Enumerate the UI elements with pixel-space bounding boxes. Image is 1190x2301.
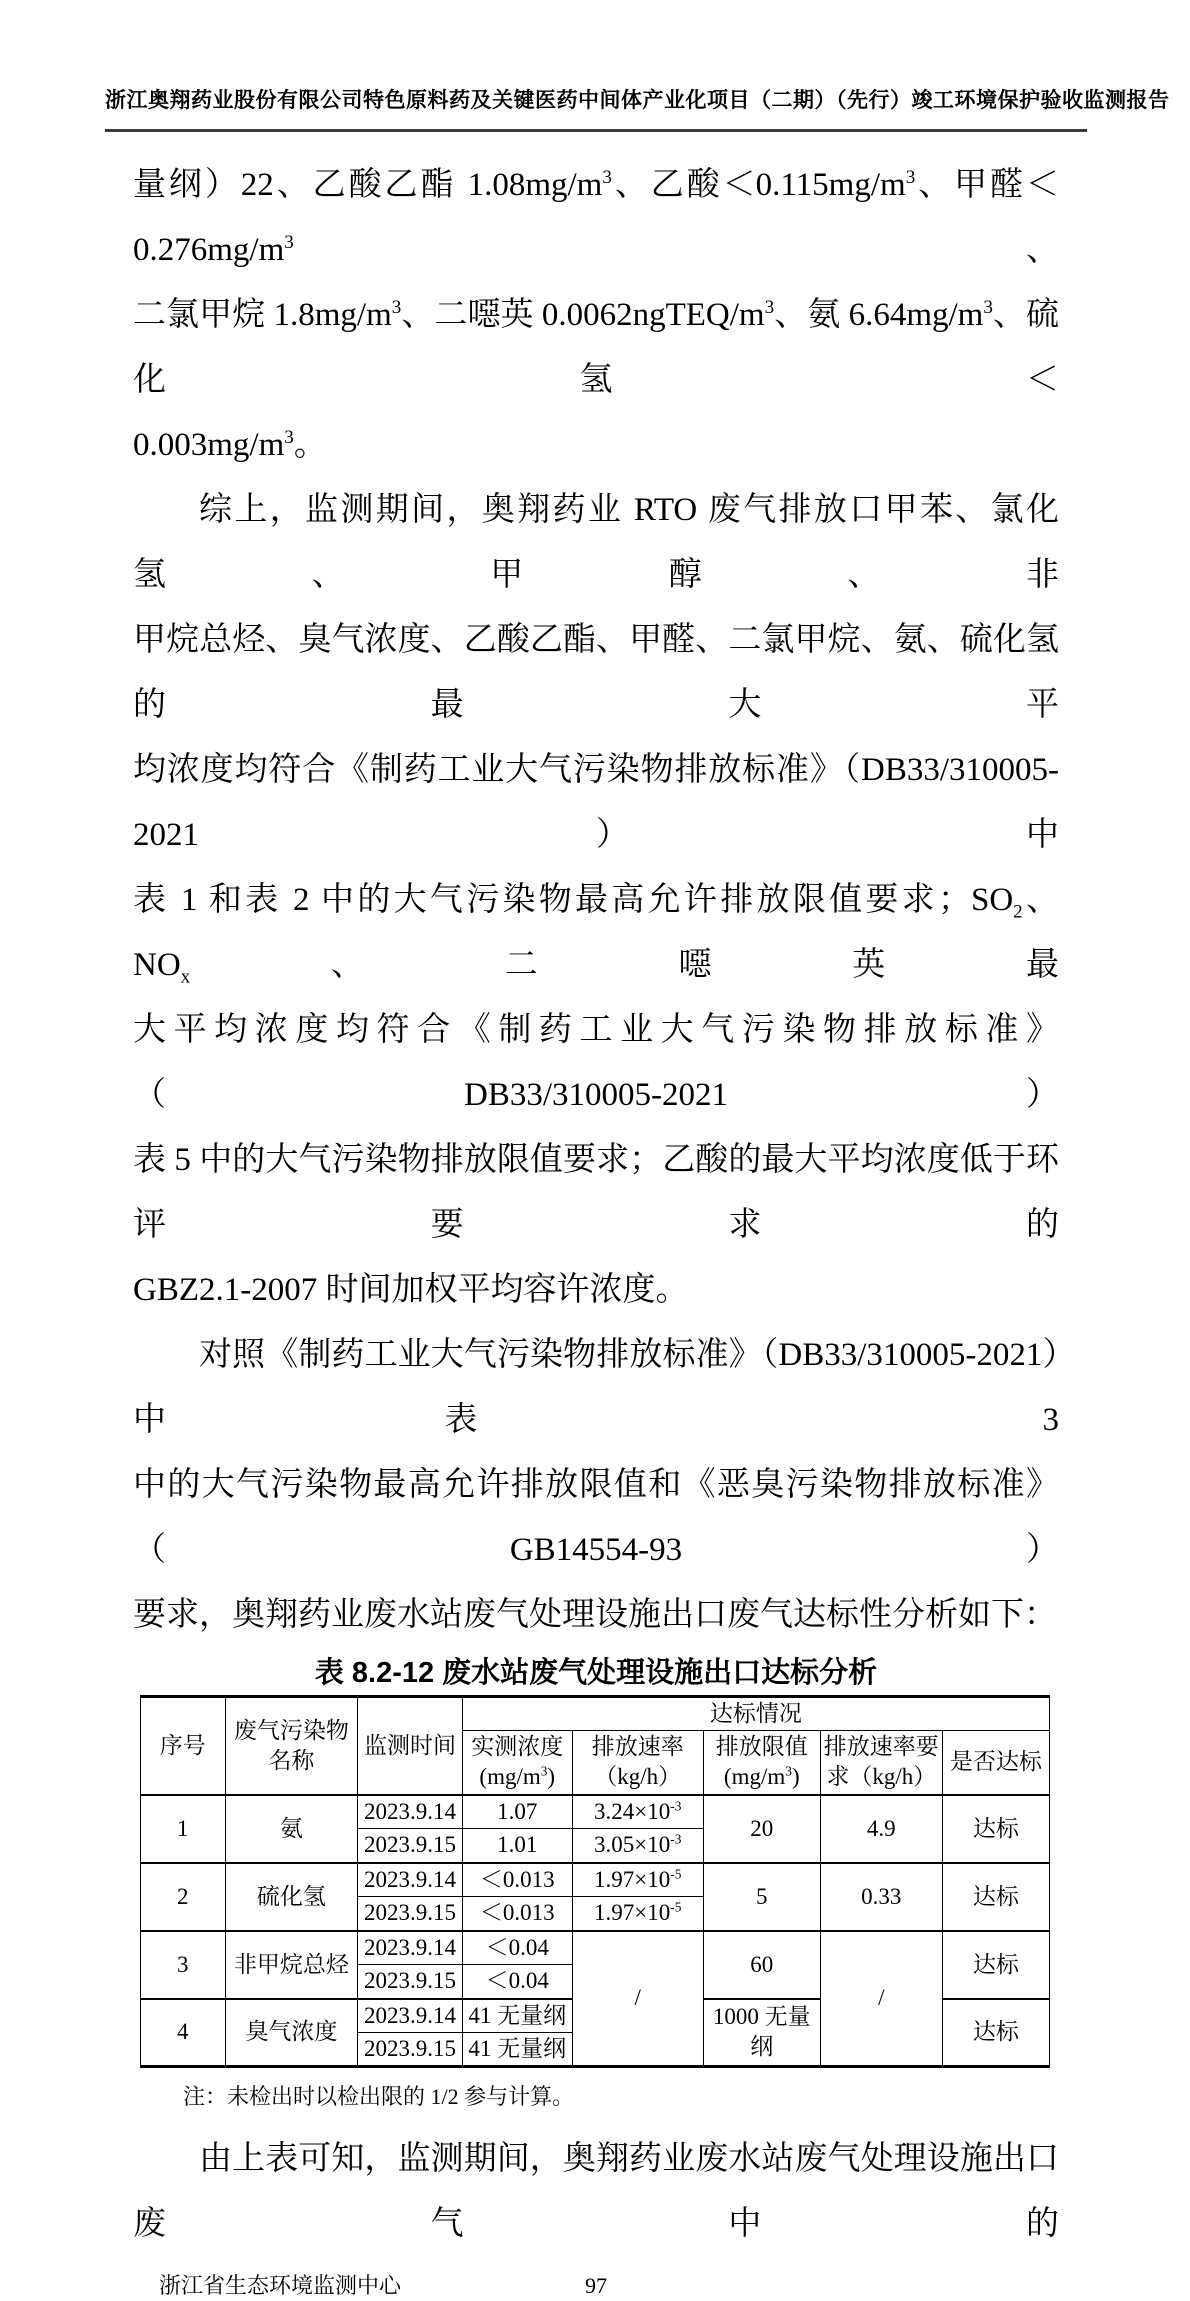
footer-page-number: 97	[585, 2273, 607, 2298]
th-emission-limit: 排放限值 $(mg/m^3)$	[703, 1731, 820, 1795]
table-row	[141, 1931, 1050, 1965]
paragraph-line: 二氯甲烷 $1.8mg/m^3$、二噁英 $0.0062ngTEQ/m^3$、氨 $6.64mg/m^3$、硫化氢＜	[133, 297, 1059, 398]
paragraph-line: 由上表可知，监测期间，奥翔药业废水站废气处理设施出口废气中的	[133, 2141, 1059, 2242]
cell-measured: 41 无量纲	[462, 2033, 572, 2067]
th-measured-concentration: 实测浓度 $(mg/m^3)$	[462, 1731, 572, 1795]
compliance-table	[140, 1695, 1050, 2068]
th-pollutant-name: 废气污染物 名称	[225, 1697, 358, 1795]
cell-date: 2023.9.14	[358, 1931, 463, 1965]
cell-date: 2023.9.14	[358, 1795, 463, 1829]
table-row	[141, 1863, 1050, 1897]
cell-rate-req: 0.33	[820, 1863, 942, 1931]
cell-date: 2023.9.15	[358, 2033, 463, 2067]
paragraph-line: 中的大气污染物最高允许排放限值和《恶臭污染物排放标准》（GB14554-93）	[133, 1467, 1059, 1568]
cell-serial: 2	[141, 1863, 226, 1931]
cell-rate-req-merged: /	[820, 1931, 942, 2067]
cell-limit: 20	[703, 1795, 820, 1863]
running-header	[105, 0, 1170, 132]
cell-rate: $1.97\times 10^{-5}$	[572, 1897, 703, 1931]
table-note: 注：未检出时以检出限的 1/2 参与计算。	[183, 2084, 575, 2109]
paragraph-line: 表 1 和表 2 中的大气污染物最高允许排放限值要求；$SO_2$、$NO_x$、二噁英最	[133, 882, 1060, 988]
cell-serial: 3	[141, 1931, 226, 1999]
th-monitor-time: 监测时间	[358, 1697, 463, 1795]
cell-limit: 1000 无量 纲	[703, 1999, 820, 2067]
cell-date: 2023.9.14	[358, 1999, 463, 2033]
cell-date: 2023.9.15	[358, 1897, 463, 1931]
cell-compliant: 达标	[942, 1795, 1049, 1863]
cell-compliant: 达标	[942, 1931, 1049, 1999]
th-rate-requirement: 排放速率要 求（kg/h）	[820, 1731, 942, 1795]
running-header-title: 浙江奥翔药业股份有限公司特色原料药及关键医药中间体产业化项目（二期）（先行）竣工环境保护验收监测报告	[105, 88, 1170, 112]
cell-date: 2023.9.15	[358, 1965, 463, 1999]
cell-measured: 1.07	[462, 1795, 572, 1829]
closing-paragraph	[133, 2127, 1059, 2257]
paragraph-line: 表 5 中的大气污染物排放限值要求；乙酸的最大平均浓度低于环评要求的	[133, 1142, 1059, 1243]
cell-pollutant: 非甲烷总烃	[225, 1931, 358, 1999]
th-emission-rate: 排放速率 （kg/h）	[572, 1731, 703, 1795]
cell-limit: 60	[703, 1931, 820, 1999]
cell-measured: ＜0.013	[462, 1863, 572, 1897]
cell-serial: 1	[141, 1795, 226, 1863]
cell-pollutant: 臭气浓度	[225, 1999, 358, 2067]
paragraph-line: 对照《制药工业大气污染物排放标准》（DB33/310005-2021）中表 3	[133, 1337, 1059, 1438]
body-text	[133, 153, 1059, 1648]
cell-rate: $1.97\times 10^{-5}$	[572, 1863, 703, 1897]
cell-rate: $3.24\times 10^{-3}$	[572, 1795, 703, 1829]
cell-rate-merged: /	[572, 1931, 703, 2067]
cell-limit: 5	[703, 1863, 820, 1931]
cell-rate-req: 4.9	[820, 1795, 942, 1863]
cell-date: 2023.9.15	[358, 1829, 463, 1863]
paragraph-line: 均浓度均符合《制药工业大气污染物排放标准》（DB33/310005-2021）中	[133, 752, 1059, 853]
cell-measured: ＜0.013	[462, 1897, 572, 1931]
cell-pollutant: 硫化氢	[225, 1863, 358, 1931]
paragraph-line: 甲烷总烃、臭气浓度、乙酸乙酯、甲醛、二氯甲烷、氨、硫化氢的最大平	[133, 622, 1059, 723]
page-footer	[133, 2271, 1059, 2301]
table-row	[141, 1795, 1050, 1829]
cell-rate: $3.05\times 10^{-3}$	[572, 1829, 703, 1863]
footer-organization: 浙江省生态环境监测中心	[159, 2273, 402, 2298]
paragraph-line: 要求，奥翔药业废水站废气处理设施出口废气达标性分析如下：	[133, 1597, 1057, 1633]
cell-measured: 1.01	[462, 1829, 572, 1863]
th-compliance-group: 达标情况	[462, 1697, 1049, 1731]
paragraph-line: GBZ2.1-2007 时间加权平均容许浓度。	[133, 1272, 689, 1308]
cell-compliant: 达标	[942, 1999, 1049, 2067]
paragraph-line: 综上，监测期间，奥翔药业 RTO 废气排放口甲苯、氯化氢、甲醇、非	[133, 492, 1059, 593]
cell-measured: ＜0.04	[462, 1931, 572, 1965]
cell-pollutant: 氨	[225, 1795, 358, 1863]
cell-compliant: 达标	[942, 1863, 1049, 1931]
th-serial: 序号	[141, 1697, 226, 1795]
table-caption: 表 8.2-12 废水站废气处理设施出口达标分析	[314, 1657, 878, 1689]
paragraph-line: 大平均浓度均符合《制药工业大气污染物排放标准》（DB33/310005-2021）	[133, 1012, 1059, 1113]
paragraph-line: 量纲）22、乙酸乙酯 $1.08mg/m^3$、乙酸$<0.115mg/m^3$、甲醛$<0.276mg/m^3$、	[133, 167, 1060, 268]
cell-measured: ＜0.04	[462, 1965, 572, 1999]
cell-serial: 4	[141, 1999, 226, 2067]
cell-date: 2023.9.14	[358, 1863, 463, 1897]
cell-measured: 41 无量纲	[462, 1999, 572, 2033]
th-compliant: 是否达标	[942, 1731, 1049, 1795]
paragraph-line: $0.003mg/m^3$。	[133, 427, 327, 463]
